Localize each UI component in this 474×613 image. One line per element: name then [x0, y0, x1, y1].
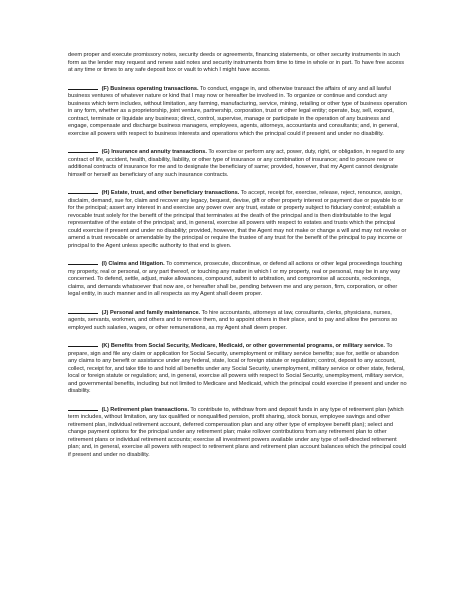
section-h — [68, 188, 408, 250]
section-body: To commence, prosecute, discontinue, or defend all actions or other legal proceedings touching my property, real or personal, or any part thereof, or touching any matter in which I or my property, real or personal, may be in any way concerned. To defend, settle, adjust, make allowances, compound, submit to arbitration, and compromise all accounts, reckonings, claims, and demands whatsoever that now are, or hereafter shall be, pending between me and any person, firm, corporation, or other legal entity, in such manner and in all respects as my Agent shall deem proper. — [68, 261, 403, 297]
section-body: To prepare, sign and file any claim or application for Social Security, unemployment or military service benefits; sue for, settle or abandon any claims to any benefit or assistance under any federal, state, local or foreign statute or regulation; control, deposit to any account, collect, receipt for, and take title to and hold all benefits under any Social Security, unemployment, military service or other state, federal, local or foreign statute or regulation; and, in general, exercise all powers with respect to Social Security, unemployment, military service, and governmental benefits, including but not limited to Medicare and Medicaid, which the principal could exercise if present and under no disability. — [68, 343, 407, 394]
initial-blank[interactable] — [68, 147, 98, 153]
section-l — [68, 405, 408, 460]
section-i — [68, 259, 408, 299]
section-heading: (G) Insurance and annuity transactions. — [101, 149, 207, 155]
section-g — [68, 147, 408, 179]
section-j — [68, 308, 408, 333]
section-body: To conduct, engage in, and otherwise transact the affairs of any and all lawful business ventures of whatever nature or kind that I may now or hereafter be involved in. To organize or continue and conduct any business which term includes, without limitation, any farming, manufacturing, service, mining, retailing or other type of business operation in any form, whether as a proprietorship, joint venture, partnership, corporation, trust or other legal entity; operate, buy, sell, expand, contract, terminate or liquidate any business; direct, control, supervise, manage or participate in the operation of any business and engage, compensate and discharge business managers, employees, agents, attorneys, accountants and consultants; and, in general, exercise all powers with respect to business interests and operations which the principal could if present and under no disability. — [68, 85, 407, 137]
section-body: To contribute to, withdraw from and deposit funds in any type of retirement plan (which term includes, without limitation, any tax qualified or nonqualified pension, profit sharing, stock bonus, employee savings and other retirement plan, individual retirement account, deferred compensation plan and any other type of employee benefit plan); select and change payment options for the principal under any retirement plan; make rollover contributions from any retirement plan to other retirement plans or individual retirement accounts; exercise all investment powers available under any type of self-directed retirement plan; and, in general, exercise all powers with respect to retirement plans and retirement plan account balances which the principal could if present and under no disability. — [68, 406, 406, 458]
section-heading: (K) Benefits from Social Security, Medicare, Medicaid, or other governmental programs, or military service. — [101, 343, 385, 349]
section-heading: (J) Personal and family maintenance. — [101, 309, 201, 316]
section-body: To accept, receipt for, exercise, release, reject, renounce, assign, disclaim, demand, sue for, claim and recover any legacy, bequest, devise, gift or other property interest or payment due or payable to or for the principal; assert any interest in and exercise any power over any trust, estate or property subject to fiduciary control; establish a revocable trust solely for the benefit of the principal that terminates at the death of the principal and is then distributable to the legal representative of the estate of the principal; and, in general, exercise all powers with respect to estates and trusts which the principal could exercise if present and under no disability; provided, however, that the Agent may not make or change a will and may not revoke or amend a trust revocable or amendable by the principal or require the trustee of any trust for the benefit of the principal to pay income or principal to the Agent unless specific authority to that end is given. — [68, 190, 407, 249]
initial-blank[interactable] — [68, 341, 98, 347]
intro-paragraph: deem proper and execute promissory notes, security deeds or agreements, financing statements, or other security instruments in such form as the lender may request and renew said notes and security instruments from time to time in whole or in part. To have free access at any time or times to any safe deposit box or vault to which I might have access. — [68, 52, 404, 73]
section-f — [68, 84, 408, 139]
initial-blank[interactable] — [68, 308, 98, 314]
section-body: To hire accountants, attorneys at law, consultants, clerks, physicians, nurses, agents, servants, workmen, and others and to remove them, and to appoint others in their place, and to pay and allow the persons so employed such salaries, wages, or other remunerations, as my Agent shall deem proper. — [68, 309, 398, 331]
section-heading: (L) Retirement plan transactions. — [101, 406, 189, 413]
section-body: To exercise or perform any act, power, duty, right, or obligation, in regard to any contract of life, accident, health, disability, liability, or other type of insurance or any combination of insurance; and to procure new or additional contracts of insurance for me and to designate the beneficiary of same; provided, however, that my Agent cannot designate himself or herself as beneficiary of any such insurance contracts. — [68, 149, 405, 178]
document-page — [68, 52, 408, 468]
initial-blank[interactable] — [68, 84, 98, 90]
section-k — [68, 341, 408, 396]
section-heading: (I) Claims and litigation. — [101, 261, 165, 267]
initial-blank[interactable] — [68, 259, 98, 265]
section-heading: (F) Business operating transactions. — [101, 85, 199, 92]
initial-blank[interactable] — [68, 405, 98, 411]
section-heading: (H) Estate, trust, and other beneficiary transactions. — [101, 190, 240, 196]
initial-blank[interactable] — [68, 188, 98, 194]
